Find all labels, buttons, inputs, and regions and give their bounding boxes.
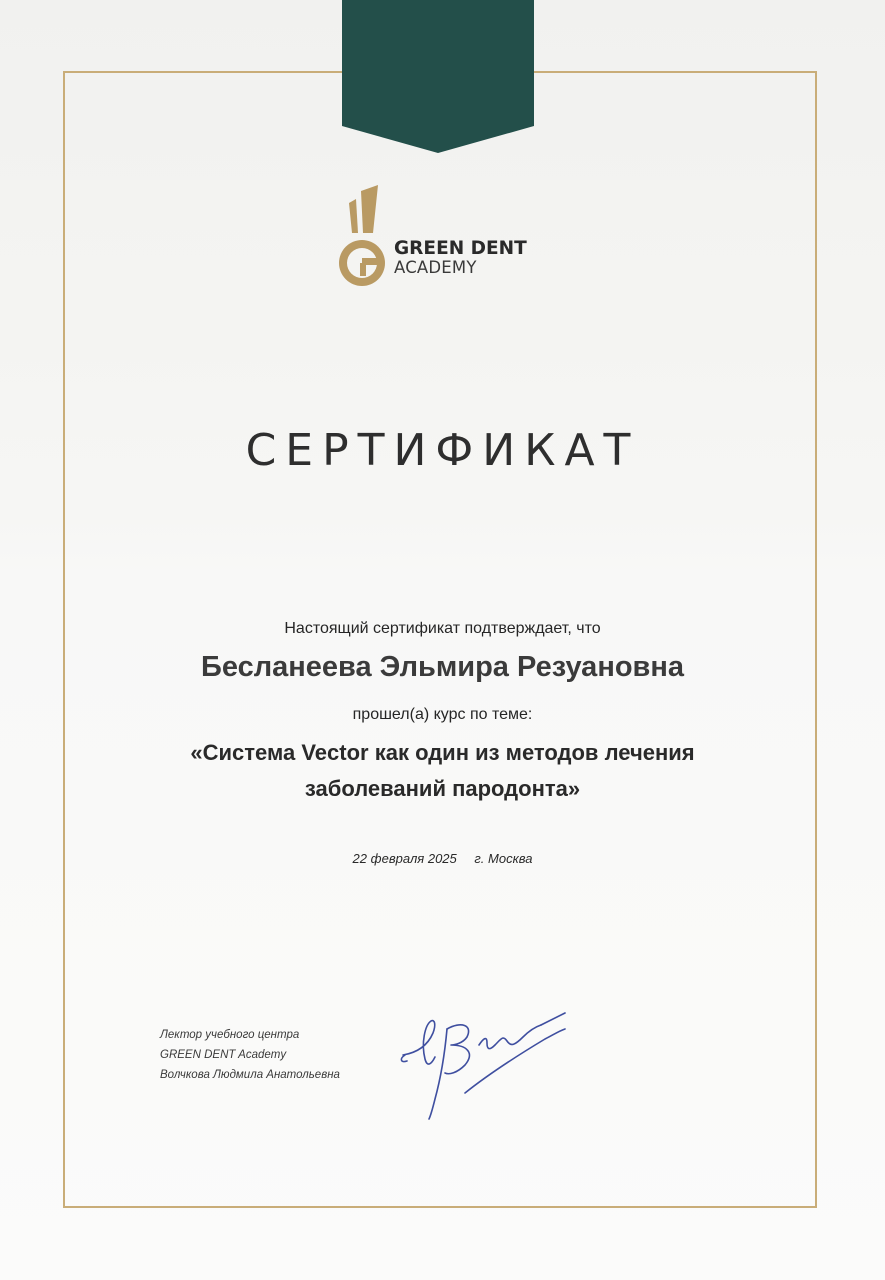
course-title-line2: заболеваний пародонта» <box>304 776 581 801</box>
course-title <box>80 735 805 807</box>
logo-line1: GREEN DENT <box>394 238 527 259</box>
issue-date: 22 февраля 2025 <box>352 851 457 866</box>
logo-wordmark <box>394 240 527 276</box>
certificate-title: СЕРТИФИКАТ <box>245 425 640 476</box>
lector-block <box>160 1025 340 1085</box>
recipient-name: Бесланеева Эльмира Резуановна <box>200 651 685 683</box>
intro-text: Настоящий сертификат подтверждает, что <box>284 620 601 637</box>
passed-course-text: прошел(а) курс по теме: <box>352 706 533 723</box>
course-title-line1: «Система Vector как один из методов лечения <box>190 740 695 765</box>
issue-city: г. Москва <box>474 851 533 866</box>
handwritten-signature <box>395 995 575 1125</box>
ribbon-bookmark <box>342 0 534 153</box>
lector-role: Лектор учебного центра <box>160 1029 300 1041</box>
academy-logo <box>336 185 551 290</box>
lector-name: Волчкова Людмила Анатольевна <box>160 1069 340 1081</box>
date-location <box>80 851 805 866</box>
lector-organization: GREEN DENT Academy <box>160 1049 287 1061</box>
tooth-letter-g-icon <box>336 185 388 289</box>
logo-line2: ACADEMY <box>394 257 477 277</box>
